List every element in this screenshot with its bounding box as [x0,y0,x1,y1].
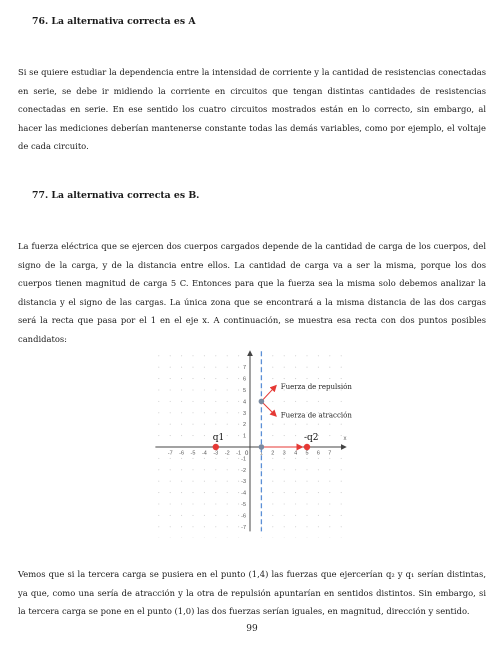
grid-dot [272,481,273,482]
grid-dot [295,503,296,504]
grid-dot [318,503,319,504]
grid-dot [227,435,228,436]
grid-dot [295,367,296,368]
grid-dot [341,401,342,402]
grid-dot [204,355,205,356]
grid-dot [215,424,216,425]
grid-dot [227,503,228,504]
grid-dot [192,469,193,470]
grid-dot [192,389,193,390]
grid-dot [306,503,307,504]
grid-dot [181,526,182,527]
grid-dot [329,378,330,379]
grid-dot [215,401,216,402]
x-tick-label: -4 [201,450,207,457]
grid-dot [318,492,319,493]
grid-dot [215,412,216,413]
grid-dot [170,412,171,413]
grid-dot [318,367,319,368]
y-tick-label: -7 [241,524,246,531]
grid-dot [295,469,296,470]
grid-dot [261,469,262,470]
grid-dot [261,412,262,413]
x-tick-label: 1 [259,450,263,457]
grid-dot [341,435,342,436]
grid-dot [215,355,216,356]
grid-dot [238,503,239,504]
page-number: 99 [246,624,258,634]
grid-dot [341,481,342,482]
x-tick-label: 6 [316,450,320,457]
grid-dot [158,424,159,425]
grid-dot [170,355,171,356]
grid-dot [318,458,319,459]
x-tick-label: 7 [328,450,332,457]
grid-dot [215,481,216,482]
grid-dot [329,469,330,470]
grid-dot [284,458,285,459]
grid-dot [227,378,228,379]
grid-dot [284,367,285,368]
y-tick-label: 2 [242,422,246,429]
grid-dot [329,492,330,493]
grid-dot [238,412,239,413]
grid-dot [284,355,285,356]
x-tick-label: 2 [271,450,275,457]
grid-dot [170,389,171,390]
grid-dot [181,435,182,436]
grid-dot [158,526,159,527]
grid-dot [238,469,239,470]
grid-dot [227,412,228,413]
grid-dot [227,401,228,402]
grid-dot [306,378,307,379]
grid-dot [215,469,216,470]
grid-dot [272,458,273,459]
grid-dot [295,424,296,425]
grid-dot [170,458,171,459]
grid-dot [227,458,228,459]
grid-dot [158,401,159,402]
grid-dot [238,526,239,527]
y-tick-label: -1 [241,456,246,463]
grid-dot [158,515,159,516]
grid-dot [329,424,330,425]
grid-dot [295,481,296,482]
grid-dot [227,469,228,470]
grid-dot [284,378,285,379]
grid-dot [215,458,216,459]
grid-dot [272,401,273,402]
grid-dot [329,355,330,356]
grid-dot [329,367,330,368]
grid-dot [215,503,216,504]
grid-dot [329,435,330,436]
grid-dot [181,515,182,516]
grid-dot [329,458,330,459]
grid-dot [192,515,193,516]
origin-label: 0 [245,451,249,457]
grid-dot [181,367,182,368]
grid-dot [227,355,228,356]
grid-dot [329,401,330,402]
grid-dot [329,515,330,516]
grid-dot [227,526,228,527]
grid-dot [295,526,296,527]
y-tick-label: -4 [241,490,246,497]
grid-dot [272,424,273,425]
grid-dot [318,481,319,482]
grid-dot [181,389,182,390]
grid-dot [192,424,193,425]
grid-dot [238,367,239,368]
grid-dot [170,526,171,527]
y-tick-label: 7 [242,365,246,372]
grid-dot [204,503,205,504]
y-tick-label: 3 [242,410,246,417]
grid-dot [204,458,205,459]
grid-dot [170,469,171,470]
grid-dot [272,515,273,516]
grid-dot [295,515,296,516]
grid-dot [238,355,239,356]
grid-dot [181,412,182,413]
grid-dot [192,355,193,356]
grid-dot [170,492,171,493]
grid-dot [238,481,239,482]
grid-dot [192,481,193,482]
grid-dot [295,492,296,493]
grid-dot [170,515,171,516]
x-tick-label: -3 [213,450,219,457]
grid-dot [215,378,216,379]
grid-dot [329,526,330,527]
grid-dot [341,492,342,493]
grid-dot [318,401,319,402]
charge-q2 [304,444,310,450]
y-tick-labels [241,365,246,531]
grid-dot [170,367,171,368]
grid-dot [170,401,171,402]
x-tick-label: -2 [224,450,230,457]
grid-dot [204,492,205,493]
grid-dot [238,492,239,493]
grid-dot [158,367,159,368]
grid-dot [158,492,159,493]
grid-dot [284,401,285,402]
grid-dot [204,389,205,390]
x-axis-label: x [343,436,347,442]
grid-dot [227,481,228,482]
grid-dot [181,458,182,459]
grid-dot [306,401,307,402]
grid-dot [306,355,307,356]
grid-dot [295,435,296,436]
grid-dot [181,469,182,470]
grid-dot [204,367,205,368]
candidate-point-1-4 [259,399,265,405]
charge-q2-label: -q2 [304,433,319,443]
grid-dot [272,367,273,368]
grid-dot [158,412,159,413]
grid-dot [295,458,296,459]
grid-dot [272,492,273,493]
grid-dot [204,424,205,425]
grid-dot [318,515,319,516]
grid-dot [284,492,285,493]
x-tick-label: -6 [179,450,185,457]
grid-dot [181,481,182,482]
coordinate-plane [150,342,358,538]
grid-dot [204,378,205,379]
grid-dot [238,435,239,436]
grid-dot [284,469,285,470]
x-tick-label: 5 [305,450,309,457]
candidate-point-1-0 [259,444,265,450]
grid-dot [238,515,239,516]
grid-dot [204,526,205,527]
x-tick-label: -1 [236,450,242,457]
section-76-paragraph: Si se quiere estudiar la dependencia entre la intensidad de corriente y la cantidad de resistencias conectadas en serie, se debe ir midiendo la corriente en circuitos que tengan distintas cantidades de resistencias conectadas en serie. En ese sentido los cuatro circuitos mostrados están en lo correcto, sin embargo, al hacer las mediciones deberían mantenerse constante todas las demás variables, como por ejemplo, el voltaje de cada circuito. [18,67,486,152]
grid-dot [284,503,285,504]
grid-dot [272,503,273,504]
charge-q1 [213,444,219,450]
grid-dot [227,492,228,493]
section-77-paragraph-2: Vemos que si la tercera carga se pusiera en el punto (1,4) las fuerzas que ejercerían q₂ y q₁ serían distintas, ya que, como una sería de atracción y la otra de repulsión apuntarían en sentidos distintos. Sin embargo, si la tercera carga se pone en el punto (1,0) las dos fuerzas serían iguales, en magnitud, dirección y sentido. [18,569,486,617]
grid-dot [272,526,273,527]
grid-dot [204,515,205,516]
grid-dot [192,492,193,493]
section-77-heading: 77. La alternativa correcta es B. [32,190,200,201]
grid-dot [284,481,285,482]
grid-dot [306,469,307,470]
grid-dot [181,503,182,504]
grid-dot [170,378,171,379]
grid-dot [192,526,193,527]
grid-dot [341,355,342,356]
grid-dot [318,526,319,527]
grid-dot [204,435,205,436]
attraction-label: Fuerza de atracción [280,411,352,420]
repulsion-label: Fuerza de repulsión [280,382,352,391]
charges-figure [150,342,358,538]
grid-dot [215,492,216,493]
grid-dot [306,424,307,425]
grid-dot [192,401,193,402]
y-tick-label: -3 [241,479,246,486]
grid-dot [341,515,342,516]
grid-dot [306,458,307,459]
grid-dot [238,389,239,390]
grid-dot [204,469,205,470]
grid-dot [341,367,342,368]
grid-dot [227,367,228,368]
grid-dot [204,412,205,413]
grid-dot [227,424,228,425]
grid-dot [295,355,296,356]
grid-dot [192,503,193,504]
grid-dot [318,469,319,470]
grid-dot [272,435,273,436]
y-tick-label: 6 [242,376,246,383]
grid-dot [318,355,319,356]
grid-dot [215,389,216,390]
grid-dot [158,389,159,390]
grid-dot [192,367,193,368]
grid-dot [329,503,330,504]
grid-dot [170,435,171,436]
grid-dot [306,481,307,482]
grid-dot [238,378,239,379]
grid-dot [341,503,342,504]
grid-dot [227,389,228,390]
grid-dot [329,481,330,482]
grid-dot [158,378,159,379]
grid-dot [181,355,182,356]
x-tick-label: -5 [190,450,196,457]
grid-dot [272,469,273,470]
grid-dot [215,526,216,527]
grid-dot [295,378,296,379]
grid-dot [306,515,307,516]
x-tick-label: 4 [294,450,298,457]
grid-dot [215,367,216,368]
grid-dot [204,481,205,482]
attraction-force-arrow [261,401,276,416]
grid-dot [192,378,193,379]
y-tick-label: -5 [241,502,246,508]
repulsion-force-arrow [261,385,276,401]
grid-dot [238,458,239,459]
y-tick-label: -2 [241,467,246,474]
grid-dot [227,515,228,516]
grid-dot [181,378,182,379]
grid-dot [192,435,193,436]
grid-dot [284,526,285,527]
grid-dot [170,481,171,482]
grid-dot [284,424,285,425]
grid-dot [272,378,273,379]
y-tick-label: 4 [242,399,246,406]
x-tick-label: 3 [282,450,286,457]
y-tick-label: -6 [241,513,246,520]
grid-dot [261,389,262,390]
grid-dot [341,424,342,425]
grid-dot [158,435,159,436]
grid-dot [306,492,307,493]
grid-dot [215,515,216,516]
grid-dot [192,412,193,413]
grid-dot [158,503,159,504]
grid-dot [192,458,193,459]
grid-dot [306,367,307,368]
charge-q1-label: q1 [212,433,225,443]
grid-dot [341,526,342,527]
grid-dot [341,469,342,470]
grid-dot [318,378,319,379]
grid-dot [170,424,171,425]
y-tick-label: 5 [242,388,246,394]
grid-dot [284,435,285,436]
grid-dot [181,492,182,493]
grid-dot [272,355,273,356]
grid-dot [158,355,159,356]
grid-dot [158,481,159,482]
grid-dot [295,401,296,402]
grid-dot [341,458,342,459]
grid-dot [158,458,159,459]
y-tick-label: 1 [242,433,246,440]
grid-dot [181,401,182,402]
grid-dot [181,424,182,425]
grid-dot [238,424,239,425]
grid-dot [284,515,285,516]
grid-dot [170,503,171,504]
grid-dot [261,526,262,527]
section-76-heading: 76. La alternativa correcta es A [32,16,196,27]
grid-dot [204,401,205,402]
grid-dot [318,424,319,425]
section-77-paragraph-1: La fuerza eléctrica que se ejercen dos cuerpos cargados depende de la cantidad de carga de los cuerpos, del signo de la carga, y de la distancia entre ellos. La cantidad de carga va a ser la misma, porque los dos cuerpos tienen magnitud de carga 5 C. Entonces para que la fuerza sea la misma solo debemos analizar la distancia y el signo de las cargas. La única zona que se encontrará a la misma distancia de las dos cargas será la recta que pasa por el 1 en el eje x. A continuación, se muestra esa recta con dos puntos posibles candidatos: [18,241,486,344]
grid-dot [341,378,342,379]
grid-dot [158,469,159,470]
grid-dot [306,526,307,527]
grid-dot [238,401,239,402]
x-tick-label: -7 [167,450,173,457]
